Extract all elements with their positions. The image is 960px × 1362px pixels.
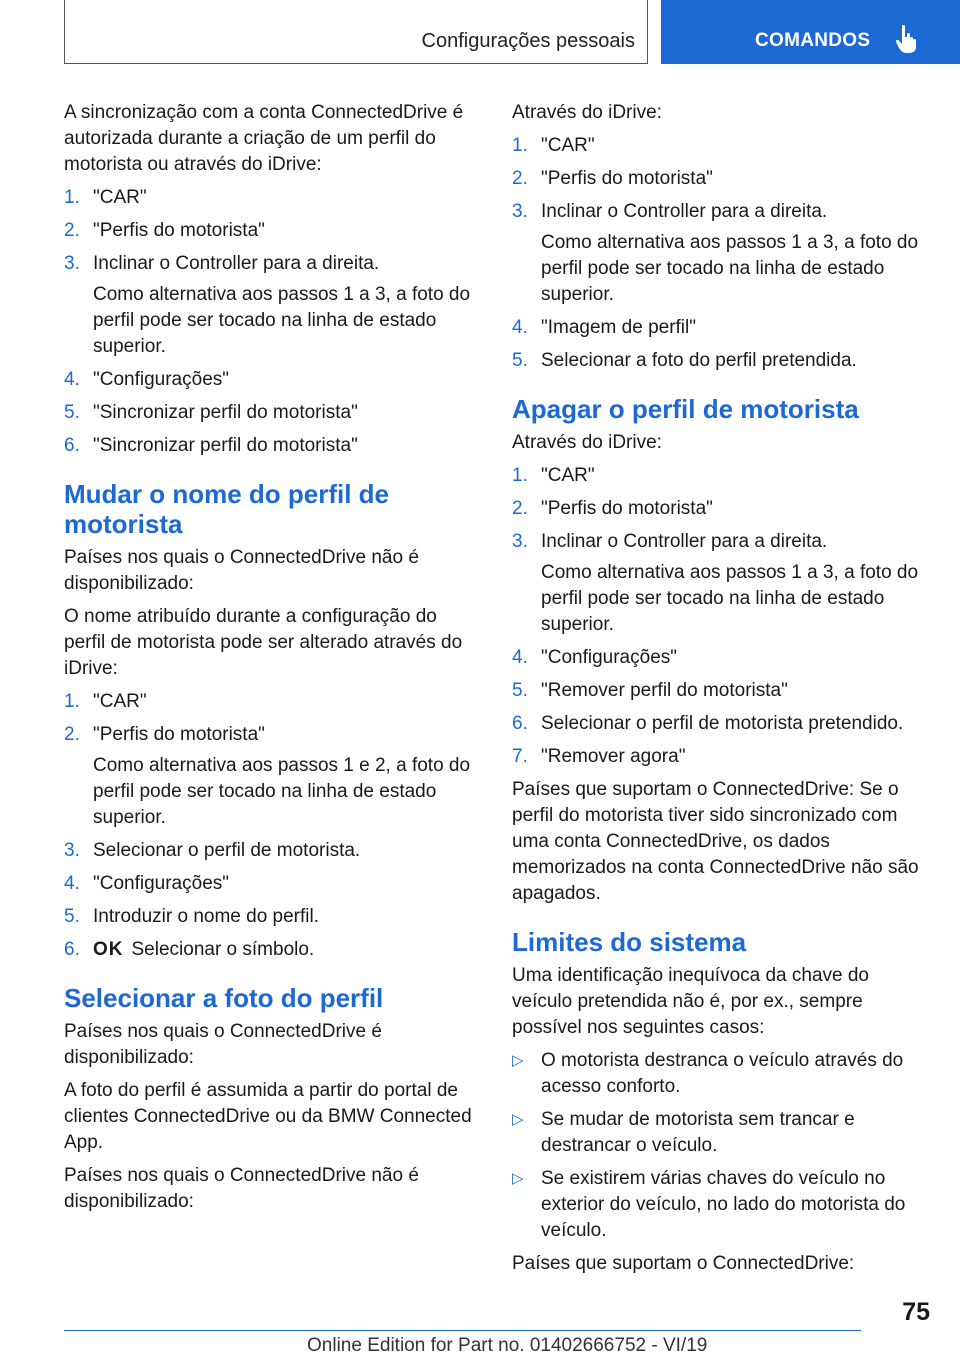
limits-intro: Uma identificação inequívoca da chave do veículo pretendida não é, por ex., sempre possível nos seguintes casos: [512, 965, 870, 1038]
step-text: "Configurações" [93, 369, 230, 390]
rename-countries: Países nos quais o ConnectedDrive não é disponibilizado: [64, 547, 419, 594]
step-number: 3. [512, 201, 528, 222]
page-number: 75 [902, 1298, 930, 1326]
header-section-box [64, 0, 648, 64]
step-number: 5. [64, 402, 80, 423]
step-text: "Configurações" [541, 647, 678, 668]
step-text: Inclinar o Controller para a direita. [541, 531, 828, 552]
list-item [64, 400, 479, 426]
list-item [512, 496, 932, 522]
step-text: Selecionar o perfil de motorista. [93, 840, 361, 861]
photo-steps [512, 133, 932, 374]
step-number: 3. [64, 840, 80, 861]
step-number: 5. [64, 906, 80, 927]
step-text: "CAR" [541, 465, 595, 486]
step-note: Como alternativa aos passos 1 a 3, a foto do perfil pode ser tocado na linha de estado superior. [93, 284, 471, 357]
photo-countries-available: Países nos quais o ConnectedDrive é disponibilizado: [64, 1021, 382, 1068]
list-item [64, 722, 479, 831]
list-item [512, 711, 932, 737]
bullet-triangle-icon: ▷ [512, 1111, 524, 1128]
list-item [512, 529, 932, 638]
list-item [512, 199, 932, 308]
step-number: 2. [512, 498, 528, 519]
step-text: "Perfis do motorista" [93, 220, 265, 241]
delete-heading: Apagar o perfil de motorista [512, 394, 859, 424]
list-item [64, 937, 479, 963]
step-text: "CAR" [93, 187, 147, 208]
bullet-text: Se existirem várias chaves do veículo no exterior do veículo, no lado do motorista do veículo. [541, 1168, 906, 1241]
step-number: 5. [512, 680, 528, 701]
step-number: 4. [512, 317, 528, 338]
step-text: Selecionar o símbolo. [131, 939, 315, 960]
delete-note: Países que suportam o ConnectedDrive: Se o perfil do motorista tiver sido sincronizado com uma conta ConnectedDrive, os dados memorizados na conta ConnectedDrive não são apagados. [512, 779, 919, 904]
step-text: "CAR" [541, 135, 595, 156]
step-number: 1. [64, 691, 80, 712]
step-note: Como alternativa aos passos 1 e 2, a foto do perfil pode ser tocado na linha de estado superior. [93, 755, 471, 828]
step-number: 4. [64, 873, 80, 894]
footer-divider [64, 1330, 861, 1331]
final-paragraph: Países que suportam o ConnectedDrive: [512, 1253, 855, 1274]
list-item [512, 744, 932, 770]
step-number: 3. [512, 531, 528, 552]
step-text: "Perfis do motorista" [541, 498, 713, 519]
step-text: "Perfis do motorista" [541, 168, 713, 189]
bullet-text: O motorista destranca o veículo através do acesso conforto. [541, 1050, 904, 1097]
limits-bullets [512, 1048, 932, 1244]
list-item [64, 185, 479, 211]
hand-pointer-icon [895, 24, 919, 54]
bullet-triangle-icon: ▷ [512, 1052, 524, 1069]
bullet-item [512, 1166, 932, 1244]
bullet-text: Se mudar de motorista sem trancar e destrancar o veículo. [541, 1109, 855, 1156]
chapter-tab-label: COMANDOS [755, 30, 871, 51]
step-number: 4. [64, 369, 80, 390]
list-item [64, 904, 479, 930]
step-number: 6. [64, 435, 80, 456]
bullet-triangle-icon: ▷ [512, 1170, 524, 1187]
step-number: 7. [512, 746, 528, 767]
rename-steps [64, 689, 479, 963]
right-column [512, 100, 932, 1284]
step-text: "Remover perfil do motorista" [541, 680, 788, 701]
step-text: "Sincronizar perfil do motorista" [93, 435, 358, 456]
bullet-item [512, 1048, 932, 1100]
list-item [512, 348, 932, 374]
rename-heading: Mudar o nome do perfil de motorista [64, 479, 390, 539]
step-text: "Configurações" [93, 873, 230, 894]
step-number: 6. [512, 713, 528, 734]
step-number: 2. [512, 168, 528, 189]
photo-countries-unavailable: Países nos quais o ConnectedDrive não é disponibilizado: [64, 1165, 419, 1212]
chapter-tab[interactable] [661, 0, 960, 64]
step-text: Introduzir o nome do perfil. [93, 906, 320, 927]
sync-steps [64, 185, 479, 459]
photo-heading: Selecionar a foto do perfil [64, 983, 384, 1013]
list-item [64, 367, 479, 393]
list-item [512, 166, 932, 192]
delete-steps [512, 463, 932, 770]
section-title: Configurações pessoais [421, 30, 635, 52]
step-text: "CAR" [93, 691, 147, 712]
ok-symbol-icon: OK [93, 939, 124, 960]
step-number: 2. [64, 724, 80, 745]
list-item [64, 251, 479, 360]
footer-edition: Online Edition for Part no. 01402666752 - VI/19 [307, 1335, 708, 1356]
step-number: 2. [64, 220, 80, 241]
list-item [64, 838, 479, 864]
list-item [512, 463, 932, 489]
step-text: "Imagem de perfil" [541, 317, 696, 338]
photo-idrive-intro: Através do iDrive: [512, 102, 662, 123]
step-text: Inclinar o Controller para a direita. [541, 201, 828, 222]
bullet-item [512, 1107, 932, 1159]
step-number: 1. [512, 135, 528, 156]
delete-intro: Através do iDrive: [512, 432, 662, 453]
step-text: "Remover agora" [541, 746, 686, 767]
step-text: Selecionar a foto do perfil pretendida. [541, 350, 857, 371]
step-number: 4. [512, 647, 528, 668]
step-note: Como alternativa aos passos 1 a 3, a foto do perfil pode ser tocado na linha de estado superior. [541, 562, 919, 635]
list-item [512, 133, 932, 159]
sync-intro: A sincronização com a conta ConnectedDrive é autorizada durante a criação de um perfil do motorista ou através do iDrive: [64, 102, 464, 175]
list-item [64, 871, 479, 897]
list-item [64, 689, 479, 715]
left-column [64, 100, 479, 1222]
step-text: "Sincronizar perfil do motorista" [93, 402, 358, 423]
step-number: 3. [64, 253, 80, 274]
step-text: Inclinar o Controller para a direita. [93, 253, 380, 274]
list-item [64, 433, 479, 459]
step-note: Como alternativa aos passos 1 a 3, a foto do perfil pode ser tocado na linha de estado superior. [541, 232, 919, 305]
step-number: 6. [64, 939, 80, 960]
step-number: 1. [512, 465, 528, 486]
list-item [512, 645, 932, 671]
list-item [512, 315, 932, 341]
step-number: 1. [64, 187, 80, 208]
step-number: 5. [512, 350, 528, 371]
step-text: Selecionar o perfil de motorista pretendido. [541, 713, 904, 734]
list-item [512, 678, 932, 704]
rename-description: O nome atribuído durante a configuração do perfil de motorista pode ser alterado através do iDrive: [64, 606, 463, 679]
photo-description: A foto do perfil é assumida a partir do portal de clientes ConnectedDrive ou da BMW Connected App. [64, 1080, 472, 1153]
list-item [64, 218, 479, 244]
step-text: "Perfis do motorista" [93, 724, 265, 745]
limits-heading: Limites do sistema [512, 927, 747, 957]
